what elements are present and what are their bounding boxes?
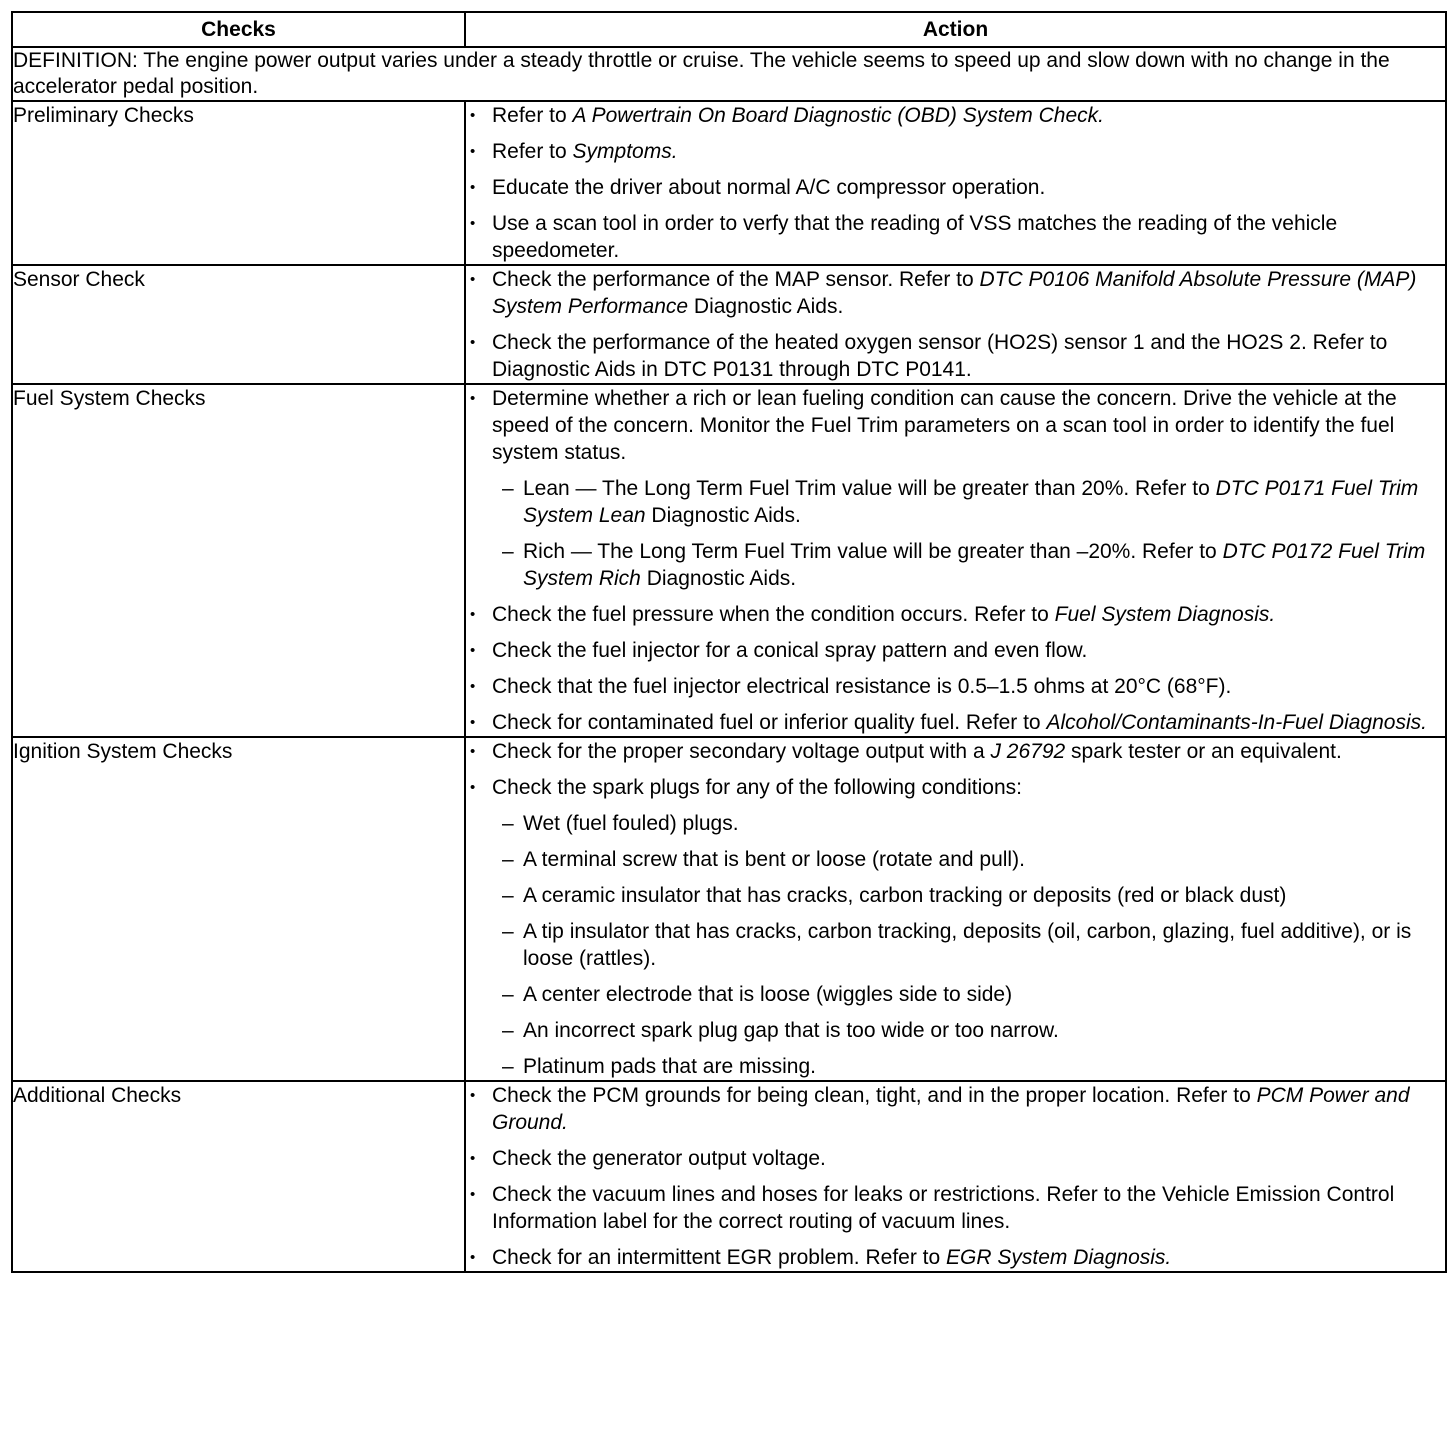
- body-text: Check the fuel injector for a conical spray pattern and even flow.: [492, 639, 1088, 662]
- reference-text: DTC P0171 Fuel Trim System Lean: [523, 477, 1419, 527]
- action-cell: [465, 737, 1446, 1081]
- action-item: [466, 1145, 1445, 1172]
- body-text: A tip insulator that has cracks, carbon tracking, deposits (oil, carbon, glazing, fuel additive), or is loose (rattles).: [523, 920, 1412, 970]
- sub-item: [492, 1053, 1445, 1080]
- action-item: [466, 385, 1445, 592]
- check-row: [12, 384, 1446, 737]
- sub-list: [492, 810, 1445, 1080]
- check-name: Fuel System Checks: [12, 384, 465, 737]
- action-item: [466, 601, 1445, 628]
- sub-item: [492, 1017, 1445, 1044]
- diagnostic-table: [11, 11, 1447, 1273]
- body-text: Refer to: [492, 140, 573, 163]
- body-text: Educate the driver about normal A/C compressor operation.: [492, 176, 1046, 199]
- action-list: [466, 1082, 1445, 1271]
- body-text: Check for contaminated fuel or inferior quality fuel. Refer to: [492, 711, 1047, 734]
- body-text: Check for the proper secondary voltage output with a: [492, 740, 991, 763]
- body-text: Check the performance of the heated oxygen sensor (HO2S) sensor 1 and the HO2S 2. Refer to Diagnostic Aids in DTC P0131 through DTC P0141.: [492, 331, 1388, 381]
- action-list: [466, 102, 1445, 264]
- body-text: Platinum pads that are missing.: [523, 1055, 816, 1078]
- body-text: Wet (fuel fouled) plugs.: [523, 812, 739, 835]
- action-item: [466, 1181, 1445, 1235]
- check-row: [12, 1081, 1446, 1272]
- reference-text: DTC P0106 Manifold Absolute Pressure (MAP) System Performance: [492, 268, 1417, 318]
- definition-row: [12, 47, 1446, 101]
- action-item: [466, 138, 1445, 165]
- check-row: [12, 101, 1446, 265]
- action-item: [466, 637, 1445, 664]
- body-text: Refer to: [492, 104, 573, 127]
- action-item: [466, 210, 1445, 264]
- action-cell: [465, 384, 1446, 737]
- body-text: Check the performance of the MAP sensor. Refer to: [492, 268, 980, 291]
- reference-text: Alcohol/Contaminants-In-Fuel Diagnosis.: [1046, 711, 1427, 734]
- body-text: Check that the fuel injector electrical resistance is 0.5–1.5 ohms at 20°C (68°F).: [492, 675, 1232, 698]
- body-text: Lean — The Long Term Fuel Trim value will be greater than 20%. Refer to: [523, 477, 1216, 500]
- body-text: Determine whether a rich or lean fueling condition can cause the concern. Drive the vehicle at the speed of the concern. Monitor the Fuel Trim parameters on a scan tool in order to identify the fuel system status.: [492, 387, 1397, 464]
- action-item: [466, 738, 1445, 765]
- definition-text: DEFINITION: The engine power output varies under a steady throttle or cruise. The vehicle seems to speed up and slow down with no change in the accelerator pedal position.: [12, 47, 1446, 101]
- action-item: [466, 266, 1445, 320]
- action-list: [466, 385, 1445, 736]
- check-name: Ignition System Checks: [12, 737, 465, 1081]
- sub-item: [492, 882, 1445, 909]
- body-text: Check the spark plugs for any of the following conditions:: [492, 776, 1022, 799]
- body-text: Check the PCM grounds for being clean, tight, and in the proper location. Refer to: [492, 1084, 1257, 1107]
- action-cell: [465, 101, 1446, 265]
- reference-text: A Powertrain On Board Diagnostic (OBD) System Check.: [572, 104, 1104, 127]
- reference-text: J 26792: [990, 740, 1066, 763]
- body-text: Diagnostic Aids.: [688, 295, 844, 318]
- action-cell: [465, 1081, 1446, 1272]
- action-item: [466, 709, 1445, 736]
- action-item: [466, 673, 1445, 700]
- body-text: A center electrode that is loose (wiggles side to side): [523, 983, 1013, 1006]
- sub-item: [492, 846, 1445, 873]
- reference-text: DTC P0172 Fuel Trim System Rich: [523, 540, 1426, 590]
- body-text: A ceramic insulator that has cracks, carbon tracking or deposits (red or black dust): [523, 884, 1287, 907]
- action-item: [466, 774, 1445, 1080]
- sub-item: [492, 538, 1445, 592]
- body-text: Diagnostic Aids.: [645, 504, 801, 527]
- body-text: Rich — The Long Term Fuel Trim value will be greater than –20%. Refer to: [523, 540, 1223, 563]
- action-item: [466, 174, 1445, 201]
- body-text: Check the generator output voltage.: [492, 1147, 826, 1170]
- body-text: Use a scan tool in order to verfy that the reading of VSS matches the reading of the vehicle speedometer.: [492, 212, 1338, 262]
- header-action: Action: [465, 12, 1446, 47]
- action-item: [466, 102, 1445, 129]
- action-cell: [465, 265, 1446, 384]
- header-checks: Checks: [12, 12, 465, 47]
- sub-item: [492, 918, 1445, 972]
- check-name: Preliminary Checks: [12, 101, 465, 265]
- reference-text: PCM Power and Ground.: [492, 1084, 1410, 1134]
- body-text: Check the fuel pressure when the condition occurs. Refer to: [492, 603, 1055, 626]
- body-text: Check for an intermittent EGR problem. Refer to: [492, 1246, 947, 1269]
- reference-text: Symptoms.: [572, 140, 678, 163]
- sub-list: [492, 475, 1445, 592]
- body-text: spark tester or an equivalent.: [1065, 740, 1342, 763]
- action-item: [466, 1082, 1445, 1136]
- action-list: [466, 266, 1445, 383]
- check-row: [12, 737, 1446, 1081]
- action-list: [466, 738, 1445, 1080]
- body-text: An incorrect spark plug gap that is too wide or too narrow.: [523, 1019, 1059, 1042]
- body-text: Check the vacuum lines and hoses for leaks or restrictions. Refer to the Vehicle Emission Control Information label for the correct routing of vacuum lines.: [492, 1183, 1395, 1233]
- check-name: Additional Checks: [12, 1081, 465, 1272]
- body-text: A terminal screw that is bent or loose (rotate and pull).: [523, 848, 1025, 871]
- table-body: [12, 47, 1446, 1272]
- sub-item: [492, 475, 1445, 529]
- check-name: Sensor Check: [12, 265, 465, 384]
- reference-text: EGR System Diagnosis.: [946, 1246, 1172, 1269]
- sub-item: [492, 810, 1445, 837]
- action-item: [466, 1244, 1445, 1271]
- check-row: [12, 265, 1446, 384]
- body-text: Diagnostic Aids.: [640, 567, 797, 590]
- action-item: [466, 329, 1445, 383]
- sub-item: [492, 981, 1445, 1008]
- header-row: [12, 12, 1446, 47]
- reference-text: Fuel System Diagnosis.: [1054, 603, 1276, 626]
